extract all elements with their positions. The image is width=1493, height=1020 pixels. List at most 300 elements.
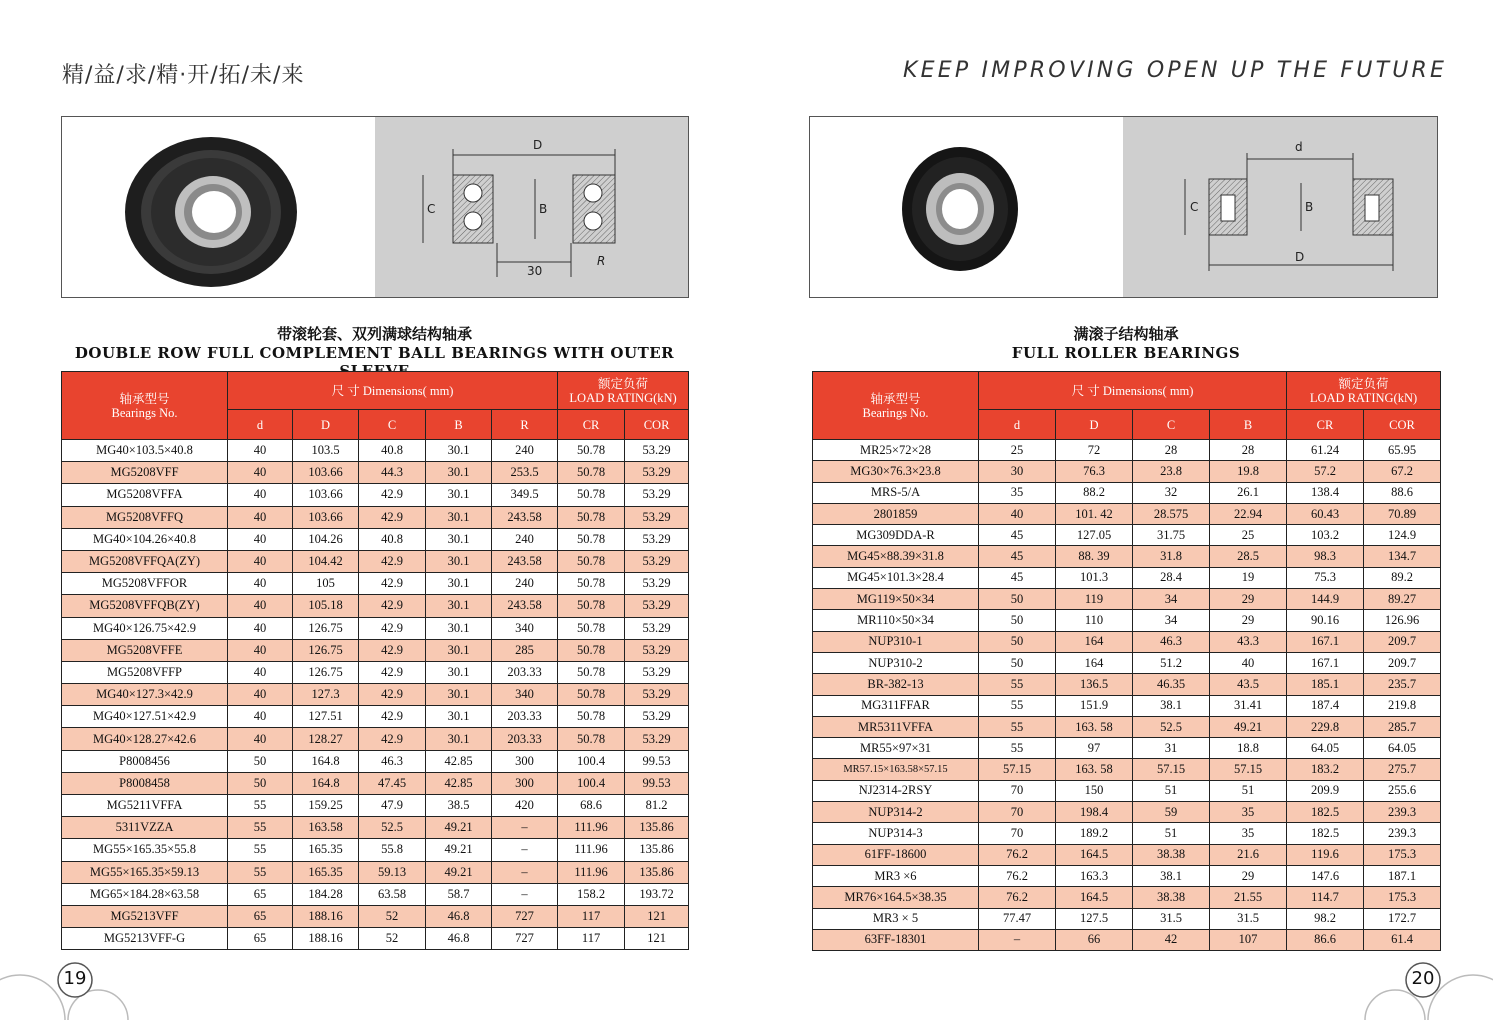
- table-row: [62, 772, 689, 794]
- value-cell: 89.27: [1364, 589, 1441, 610]
- value-cell: 182.5: [1287, 823, 1364, 844]
- bearing-model-cell: MG40×104.26×40.8: [62, 528, 228, 550]
- value-cell: 30.1: [426, 506, 492, 528]
- value-cell: 38.38: [1133, 844, 1210, 865]
- table-row: [62, 817, 689, 839]
- bearing-model-cell: NUP314-2: [813, 802, 979, 823]
- value-cell: 19.8: [1210, 461, 1287, 482]
- table-row: [62, 928, 689, 950]
- slogan-en: KEEP IMPROVING OPEN UP THE FUTURE: [903, 58, 1448, 83]
- table-row: [62, 550, 689, 572]
- value-cell: 52.5: [359, 817, 426, 839]
- table-row: [62, 462, 689, 484]
- value-cell: 18.8: [1210, 738, 1287, 759]
- value-cell: 159.25: [293, 795, 359, 817]
- bearing-model-cell: 63FF-18301: [813, 929, 979, 950]
- value-cell: 50.78: [558, 661, 625, 683]
- value-cell: 50: [979, 631, 1056, 652]
- table-row: [62, 684, 689, 706]
- value-cell: 209.7: [1364, 652, 1441, 673]
- value-cell: 53.29: [625, 528, 689, 550]
- value-cell: 193.72: [625, 883, 689, 905]
- value-cell: 243.58: [492, 506, 558, 528]
- value-cell: 340: [492, 617, 558, 639]
- value-cell: 124.9: [1364, 525, 1441, 546]
- value-cell: 136.5: [1056, 674, 1133, 695]
- value-cell: 42.9: [359, 706, 426, 728]
- header-load-rating: 额定负荷 LOAD RATING(kN): [558, 372, 689, 410]
- value-cell: 42.9: [359, 728, 426, 750]
- value-cell: 40: [228, 550, 293, 572]
- value-cell: 51.2: [1133, 652, 1210, 673]
- page-number-right: 20: [1411, 968, 1435, 989]
- value-cell: 55: [228, 861, 293, 883]
- value-cell: 43.3: [1210, 631, 1287, 652]
- value-cell: 134.7: [1364, 546, 1441, 567]
- right-section-title-en: FULL ROLLER BEARINGS: [1011, 344, 1241, 362]
- value-cell: 65.95: [1364, 440, 1441, 461]
- value-cell: –: [979, 929, 1056, 950]
- value-cell: 209.9: [1287, 780, 1364, 801]
- value-cell: 59.13: [359, 861, 426, 883]
- table-row: [813, 567, 1441, 588]
- value-cell: 111.96: [558, 839, 625, 861]
- value-cell: 63.58: [359, 883, 426, 905]
- value-cell: 117: [558, 905, 625, 927]
- value-cell: 239.3: [1364, 823, 1441, 844]
- value-cell: 40: [228, 506, 293, 528]
- value-cell: 50.78: [558, 440, 625, 462]
- value-cell: 42.85: [426, 772, 492, 794]
- table-row: [62, 661, 689, 683]
- bearing-model-cell: MG5208VFFQA(ZY): [62, 550, 228, 572]
- value-cell: 127.05: [1056, 525, 1133, 546]
- value-cell: 28: [1210, 440, 1287, 461]
- value-cell: 30.1: [426, 706, 492, 728]
- value-cell: 99.53: [625, 750, 689, 772]
- value-cell: 64.05: [1364, 738, 1441, 759]
- value-cell: 59: [1133, 802, 1210, 823]
- value-cell: 23.8: [1133, 461, 1210, 482]
- bearing-model-cell: MG55×165.35×59.13: [62, 861, 228, 883]
- value-cell: 28: [1133, 440, 1210, 461]
- value-cell: 38.38: [1133, 887, 1210, 908]
- value-cell: 22.94: [1210, 503, 1287, 524]
- bearing-model-cell: MR3 × 5: [813, 908, 979, 929]
- value-cell: 53.29: [625, 595, 689, 617]
- value-cell: 30.1: [426, 573, 492, 595]
- value-cell: 70.89: [1364, 503, 1441, 524]
- value-cell: 209.7: [1364, 631, 1441, 652]
- value-cell: 164: [1056, 631, 1133, 652]
- value-cell: 203.33: [492, 661, 558, 683]
- table-row: [813, 759, 1441, 780]
- table-row: [813, 610, 1441, 631]
- bearing-model-cell: NJ2314-2RSY: [813, 780, 979, 801]
- col-C: C: [359, 410, 426, 440]
- value-cell: 88.6: [1364, 482, 1441, 503]
- value-cell: 107: [1210, 929, 1287, 950]
- value-cell: 29: [1210, 589, 1287, 610]
- table-row: [813, 802, 1441, 823]
- value-cell: 51: [1133, 780, 1210, 801]
- value-cell: 30.1: [426, 440, 492, 462]
- value-cell: 203.33: [492, 706, 558, 728]
- value-cell: 30.1: [426, 728, 492, 750]
- value-cell: 164.5: [1056, 844, 1133, 865]
- value-cell: 117: [558, 928, 625, 950]
- bearing-model-cell: MR5311VFFA: [813, 716, 979, 737]
- value-cell: 40: [228, 484, 293, 506]
- col-CR: CR: [558, 410, 625, 440]
- value-cell: 34: [1133, 589, 1210, 610]
- bearing-model-cell: MG5208VFF: [62, 462, 228, 484]
- value-cell: 135.86: [625, 839, 689, 861]
- value-cell: 30.1: [426, 617, 492, 639]
- col-B: B: [426, 410, 492, 440]
- value-cell: 104.26: [293, 528, 359, 550]
- value-cell: 101.3: [1056, 567, 1133, 588]
- table-row: [62, 639, 689, 661]
- bearing-model-cell: MG55×165.35×55.8: [62, 839, 228, 861]
- left-section-title-en: DOUBLE ROW FULL COMPLEMENT BALL BEARINGS WITH OUTER: [74, 344, 675, 362]
- value-cell: 100.4: [558, 772, 625, 794]
- value-cell: 104.42: [293, 550, 359, 572]
- bearing-model-cell: MG309DDA-R: [813, 525, 979, 546]
- value-cell: 65: [228, 905, 293, 927]
- value-cell: 42.9: [359, 550, 426, 572]
- bearing-model-cell: MG5208VFFP: [62, 661, 228, 683]
- bearing-model-cell: MR110×50×34: [813, 610, 979, 631]
- value-cell: 40: [228, 706, 293, 728]
- dim-label-R: R: [597, 254, 606, 268]
- value-cell: 111.96: [558, 861, 625, 883]
- table-row: [62, 484, 689, 506]
- bearing-model-cell: MG5213VFF: [62, 905, 228, 927]
- value-cell: 49.21: [426, 817, 492, 839]
- col-R: R: [492, 410, 558, 440]
- value-cell: 44.3: [359, 462, 426, 484]
- value-cell: 45: [979, 567, 1056, 588]
- value-cell: 60.43: [1287, 503, 1364, 524]
- dim-label-d: d: [1295, 140, 1303, 154]
- value-cell: 40: [1210, 652, 1287, 673]
- value-cell: 55: [979, 695, 1056, 716]
- value-cell: 103.2: [1287, 525, 1364, 546]
- col-d: d: [979, 410, 1056, 440]
- bearing-model-cell: MR55×97×31: [813, 738, 979, 759]
- table-row: [62, 839, 689, 861]
- left-technical-drawing: [375, 117, 688, 297]
- value-cell: 40: [228, 639, 293, 661]
- value-cell: 31: [1133, 738, 1210, 759]
- col-d: d: [228, 410, 293, 440]
- bearing-model-cell: MG45×101.3×28.4: [813, 567, 979, 588]
- table-row: [813, 695, 1441, 716]
- table-row: [813, 823, 1441, 844]
- col-COR: COR: [625, 410, 689, 440]
- value-cell: 19: [1210, 567, 1287, 588]
- value-cell: –: [492, 839, 558, 861]
- value-cell: 40: [228, 573, 293, 595]
- value-cell: 111.96: [558, 817, 625, 839]
- table-row: [813, 844, 1441, 865]
- value-cell: 76.2: [979, 865, 1056, 886]
- value-cell: 100.4: [558, 750, 625, 772]
- value-cell: 30.1: [426, 639, 492, 661]
- value-cell: 151.9: [1056, 695, 1133, 716]
- value-cell: 121: [625, 928, 689, 950]
- value-cell: 163.3: [1056, 865, 1133, 886]
- value-cell: 43.5: [1210, 674, 1287, 695]
- value-cell: 35: [1210, 802, 1287, 823]
- bearing-model-cell: MG5208VFFOR: [62, 573, 228, 595]
- value-cell: 187.1: [1364, 865, 1441, 886]
- value-cell: 31.41: [1210, 695, 1287, 716]
- value-cell: 126.96: [1364, 610, 1441, 631]
- value-cell: 55: [979, 738, 1056, 759]
- value-cell: 42.9: [359, 684, 426, 706]
- value-cell: 727: [492, 905, 558, 927]
- value-cell: 70: [979, 823, 1056, 844]
- value-cell: 40: [228, 684, 293, 706]
- value-cell: 53.29: [625, 706, 689, 728]
- value-cell: 50.78: [558, 595, 625, 617]
- value-cell: 40.8: [359, 528, 426, 550]
- value-cell: 26.1: [1210, 482, 1287, 503]
- dim-label-D-right: D: [1295, 250, 1305, 264]
- value-cell: 50.78: [558, 528, 625, 550]
- left-product-figure: [61, 116, 689, 298]
- value-cell: 340: [492, 684, 558, 706]
- value-cell: 53.29: [625, 684, 689, 706]
- col-C: C: [1133, 410, 1210, 440]
- value-cell: 38.1: [1133, 865, 1210, 886]
- value-cell: 47.45: [359, 772, 426, 794]
- table-row: [62, 750, 689, 772]
- value-cell: 105.18: [293, 595, 359, 617]
- value-cell: 42.9: [359, 595, 426, 617]
- value-cell: 38.1: [1133, 695, 1210, 716]
- value-cell: 103.66: [293, 506, 359, 528]
- value-cell: 163.58: [293, 817, 359, 839]
- bearing-model-cell: MG5208VFFE: [62, 639, 228, 661]
- value-cell: 53.29: [625, 617, 689, 639]
- table-row: [813, 929, 1441, 950]
- slogan-cn: 精/益/求/精·开/拓/未/来: [62, 63, 305, 88]
- bearing-model-cell: MG40×127.3×42.9: [62, 684, 228, 706]
- value-cell: 103.5: [293, 440, 359, 462]
- value-cell: 135.86: [625, 817, 689, 839]
- value-cell: 285: [492, 639, 558, 661]
- value-cell: 49.21: [426, 839, 492, 861]
- table-row: [813, 738, 1441, 759]
- value-cell: 188.16: [293, 928, 359, 950]
- value-cell: 158.2: [558, 883, 625, 905]
- value-cell: 35: [979, 482, 1056, 503]
- value-cell: 127.5: [1056, 908, 1133, 929]
- table-row: [62, 440, 689, 462]
- value-cell: 52.5: [1133, 716, 1210, 737]
- value-cell: 70: [979, 780, 1056, 801]
- value-cell: 42.9: [359, 573, 426, 595]
- value-cell: 49.21: [426, 861, 492, 883]
- value-cell: 75.3: [1287, 567, 1364, 588]
- value-cell: 349.5: [492, 484, 558, 506]
- header-bearing-no: 轴承型号 Bearings No.: [813, 372, 979, 440]
- table-row: [62, 573, 689, 595]
- table-row: [813, 440, 1441, 461]
- value-cell: 243.58: [492, 550, 558, 572]
- bearing-model-cell: P8008456: [62, 750, 228, 772]
- dim-label-C: C: [427, 202, 436, 216]
- value-cell: 57.15: [979, 759, 1056, 780]
- right-product-figure: [809, 116, 1438, 298]
- bearing-model-cell: MG30×76.3×23.8: [813, 461, 979, 482]
- header-load-rating: 额定负荷 LOAD RATING(kN): [1287, 372, 1441, 410]
- value-cell: 30.1: [426, 684, 492, 706]
- value-cell: 219.8: [1364, 695, 1441, 716]
- bearing-model-cell: MG40×103.5×40.8: [62, 440, 228, 462]
- value-cell: 50: [979, 610, 1056, 631]
- value-cell: 42.9: [359, 617, 426, 639]
- value-cell: 68.6: [558, 795, 625, 817]
- bearing-model-cell: 2801859: [813, 503, 979, 524]
- value-cell: 29: [1210, 865, 1287, 886]
- value-cell: 50.78: [558, 706, 625, 728]
- value-cell: 55: [979, 674, 1056, 695]
- double-row-bearing-section-icon: [375, 117, 688, 297]
- right-product-photo: [810, 117, 1123, 297]
- value-cell: 163. 58: [1056, 759, 1133, 780]
- value-cell: 42.9: [359, 506, 426, 528]
- value-cell: –: [492, 883, 558, 905]
- value-cell: 172.7: [1364, 908, 1441, 929]
- table-row: [813, 780, 1441, 801]
- value-cell: 40: [228, 617, 293, 639]
- value-cell: 70: [979, 802, 1056, 823]
- col-COR: COR: [1364, 410, 1441, 440]
- table-row: [62, 617, 689, 639]
- value-cell: 46.3: [359, 750, 426, 772]
- value-cell: 32: [1133, 482, 1210, 503]
- roller-bearing-section-icon: [1123, 117, 1437, 297]
- table-row: [813, 716, 1441, 737]
- value-cell: 31.75: [1133, 525, 1210, 546]
- value-cell: 40: [228, 661, 293, 683]
- value-cell: 40: [979, 503, 1056, 524]
- table-row: [62, 883, 689, 905]
- bearing-model-cell: 61FF-18600: [813, 844, 979, 865]
- value-cell: 300: [492, 772, 558, 794]
- value-cell: 103.66: [293, 462, 359, 484]
- value-cell: 57.15: [1133, 759, 1210, 780]
- value-cell: 138.4: [1287, 482, 1364, 503]
- value-cell: 119: [1056, 589, 1133, 610]
- value-cell: 175.3: [1364, 844, 1441, 865]
- value-cell: 239.3: [1364, 802, 1441, 823]
- value-cell: 50.78: [558, 684, 625, 706]
- bearing-model-cell: BR-382-13: [813, 674, 979, 695]
- right-spec-table: [812, 371, 1441, 951]
- table-row: [62, 905, 689, 927]
- bearing-model-cell: MG40×127.51×42.9: [62, 706, 228, 728]
- value-cell: 187.4: [1287, 695, 1364, 716]
- value-cell: 165.35: [293, 839, 359, 861]
- table-row: [62, 795, 689, 817]
- table-row: [62, 706, 689, 728]
- value-cell: 189.2: [1056, 823, 1133, 844]
- value-cell: 52: [359, 928, 426, 950]
- value-cell: 135.86: [625, 861, 689, 883]
- value-cell: 30: [979, 461, 1056, 482]
- value-cell: 175.3: [1364, 887, 1441, 908]
- value-cell: 50.78: [558, 573, 625, 595]
- value-cell: 53.29: [625, 440, 689, 462]
- value-cell: 25: [1210, 525, 1287, 546]
- value-cell: 55: [228, 817, 293, 839]
- value-cell: 76.2: [979, 887, 1056, 908]
- bearing-photo-icon: [62, 117, 375, 297]
- value-cell: 50.78: [558, 617, 625, 639]
- value-cell: 46.35: [1133, 674, 1210, 695]
- table-row: [813, 589, 1441, 610]
- value-cell: 203.33: [492, 728, 558, 750]
- col-D: D: [293, 410, 359, 440]
- table-row: [813, 631, 1441, 652]
- value-cell: 50.78: [558, 639, 625, 661]
- table-row: [813, 546, 1441, 567]
- value-cell: 81.2: [625, 795, 689, 817]
- value-cell: 110: [1056, 610, 1133, 631]
- roller-bearing-photo-icon: [810, 117, 1123, 297]
- value-cell: 300: [492, 750, 558, 772]
- table-row: [62, 861, 689, 883]
- left-product-photo: [62, 117, 375, 297]
- value-cell: 50: [979, 652, 1056, 673]
- value-cell: 240: [492, 573, 558, 595]
- table-row: [813, 525, 1441, 546]
- value-cell: 61.24: [1287, 440, 1364, 461]
- value-cell: 128.27: [293, 728, 359, 750]
- value-cell: 182.5: [1287, 802, 1364, 823]
- table-row: [813, 674, 1441, 695]
- value-cell: 126.75: [293, 661, 359, 683]
- value-cell: 55: [228, 795, 293, 817]
- dim-label-C-right: C: [1190, 200, 1199, 214]
- value-cell: 28.575: [1133, 503, 1210, 524]
- value-cell: 285.7: [1364, 716, 1441, 737]
- header-dimensions: 尺 寸 Dimensions( mm): [228, 372, 558, 410]
- value-cell: 40: [228, 728, 293, 750]
- value-cell: 29: [1210, 610, 1287, 631]
- value-cell: 76.2: [979, 844, 1056, 865]
- value-cell: 51: [1133, 823, 1210, 844]
- value-cell: 58.7: [426, 883, 492, 905]
- value-cell: 167.1: [1287, 631, 1364, 652]
- value-cell: 240: [492, 440, 558, 462]
- bearing-model-cell: NUP310-2: [813, 652, 979, 673]
- bearing-model-cell: MR25×72×28: [813, 440, 979, 461]
- table-row: [62, 728, 689, 750]
- value-cell: 31.8: [1133, 546, 1210, 567]
- bearing-model-cell: MG40×128.27×42.6: [62, 728, 228, 750]
- value-cell: 21.55: [1210, 887, 1287, 908]
- value-cell: 105: [293, 573, 359, 595]
- bearing-model-cell: NUP314-3: [813, 823, 979, 844]
- bearing-model-cell: MR57.15×163.58×57.15: [813, 759, 979, 780]
- dim-label-B-right: B: [1305, 200, 1314, 214]
